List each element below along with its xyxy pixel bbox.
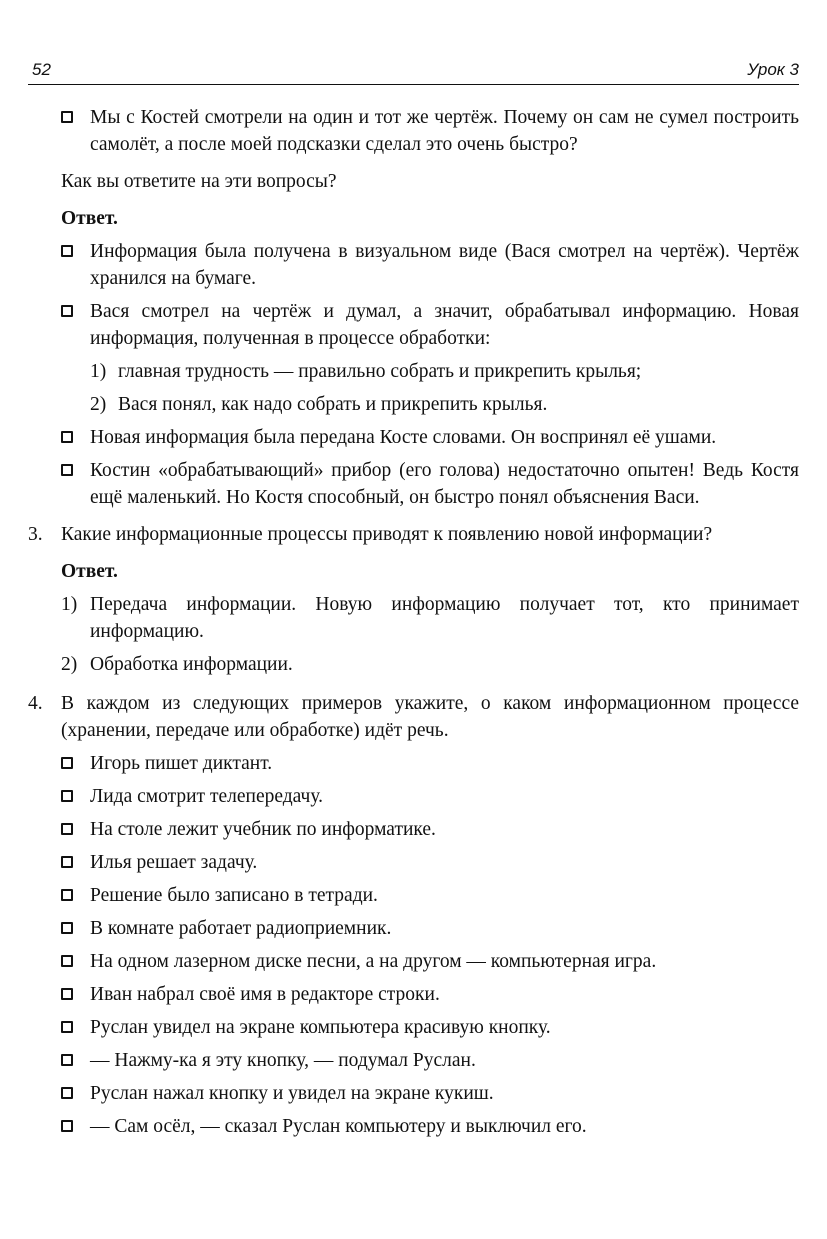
bullet-text: На столе лежит учебник по информатике. [90,819,436,840]
bullet-text: Мы с Костей смотрели на один и тот же чертёж. Почему он сам не сумел построить самолёт, а после моей подсказки сделал это очень быстро? [90,107,799,155]
checkbox-bullet-icon [61,955,73,967]
checkbox-bullet-icon [61,757,73,769]
bullet-text: — Нажму-ка я эту кнопку, — подумал Руслан. [90,1050,476,1071]
checkbox-bullet-icon [61,1054,73,1066]
bullet-text: Илья решает задачу. [90,852,258,873]
bullet-item [28,104,799,158]
sub-list-item [28,358,799,385]
checkbox-bullet-icon [61,988,73,1000]
checkbox-bullet-icon [61,823,73,835]
question-3 [28,521,799,548]
checkbox-bullet-icon [61,889,73,901]
bullet-text: Решение было записано в тетради. [90,885,378,906]
bullet-item [28,1080,799,1107]
answer-item [28,651,799,678]
question-text: Какие информационные процессы приводят к появлению новой информации? [61,524,713,545]
answer-item [28,591,799,645]
bullet-item [28,849,799,876]
bullet-item [28,948,799,975]
bullet-text: Информация была получена в визуальном виде (Вася смотрел на чертёж). Чертёж хранился на бумаге. [90,241,799,289]
bullet-text: Руслан увидел на экране компьютера красивую кнопку. [90,1017,551,1038]
bullet-text: Вася смотрел на чертёж и думал, а значит, обрабатывал информацию. Новая информация, полученная в процессе обработки: [90,301,799,349]
item-number: 1) [61,594,78,615]
bullet-item [28,1047,799,1074]
checkbox-bullet-icon [61,922,73,934]
bullet-text: В комнате работает радиоприемник. [90,918,392,939]
page-number: 52 [32,60,51,79]
checkbox-bullet-icon [61,245,73,257]
bullet-item [28,298,799,352]
bullet-item [28,424,799,451]
bullet-item [28,750,799,777]
bullet-text: Новая информация была передана Косте словами. Он воспринял её ушами. [90,427,717,448]
bullet-item [28,816,799,843]
checkbox-bullet-icon [61,1021,73,1033]
paragraph: Как вы ответите на эти вопросы? [61,171,337,192]
running-header [28,58,799,85]
checkbox-bullet-icon [61,856,73,868]
bullet-text: Игорь пишет диктант. [90,753,273,774]
checkbox-bullet-icon [61,464,73,476]
bullet-item [28,915,799,942]
item-text: Обработка информации. [90,654,293,675]
bullet-item [28,457,799,511]
checkbox-bullet-icon [61,1087,73,1099]
bullet-text: На одном лазерном диске песни, а на другом — компьютерная игра. [90,951,657,972]
item-number: 2) [90,394,107,415]
checkbox-bullet-icon [61,790,73,802]
checkbox-bullet-icon [61,305,73,317]
bullet-item [28,1014,799,1041]
question-number: 4. [28,693,43,714]
item-text: главная трудность — правильно собрать и прикрепить крылья; [118,361,642,382]
question-4 [28,690,799,744]
checkbox-bullet-icon [61,431,73,443]
checkbox-bullet-icon [61,111,73,123]
chapter-title: Урок 3 [747,60,799,79]
bullet-text: Костин «обрабатывающий» прибор (его голова) недостаточно опытен! Ведь Костя ещё маленький. Но Костя способный, он быстро понял объяснения Васи. [90,460,799,508]
page-content [28,104,799,1140]
bullet-item [28,981,799,1008]
answer-heading: Ответ. [61,208,118,229]
bullet-item [28,783,799,810]
bullet-text: Лида смотрит телепередачу. [90,786,324,807]
question-number: 3. [28,524,43,545]
bullet-item [28,1113,799,1140]
item-text: Вася понял, как надо собрать и прикрепить крылья. [118,394,548,415]
bullet-text: Иван набрал своё имя в редакторе строки. [90,984,440,1005]
question-text: В каждом из следующих примеров укажите, о каком информационном процессе (хранении, передаче или обработке) идёт речь. [61,693,799,741]
bullet-text: — Сам осёл, — сказал Руслан компьютеру и выключил его. [90,1116,587,1137]
bullet-item [28,238,799,292]
checkbox-bullet-icon [61,1120,73,1132]
bullet-item [28,882,799,909]
item-number: 1) [90,361,107,382]
item-text: Передача информации. Новую информацию получает тот, кто принимает информацию. [90,594,799,642]
sub-list-item [28,391,799,418]
bullet-text: Руслан нажал кнопку и увидел на экране кукиш. [90,1083,494,1104]
answer-heading: Ответ. [61,561,118,582]
item-number: 2) [61,654,78,675]
